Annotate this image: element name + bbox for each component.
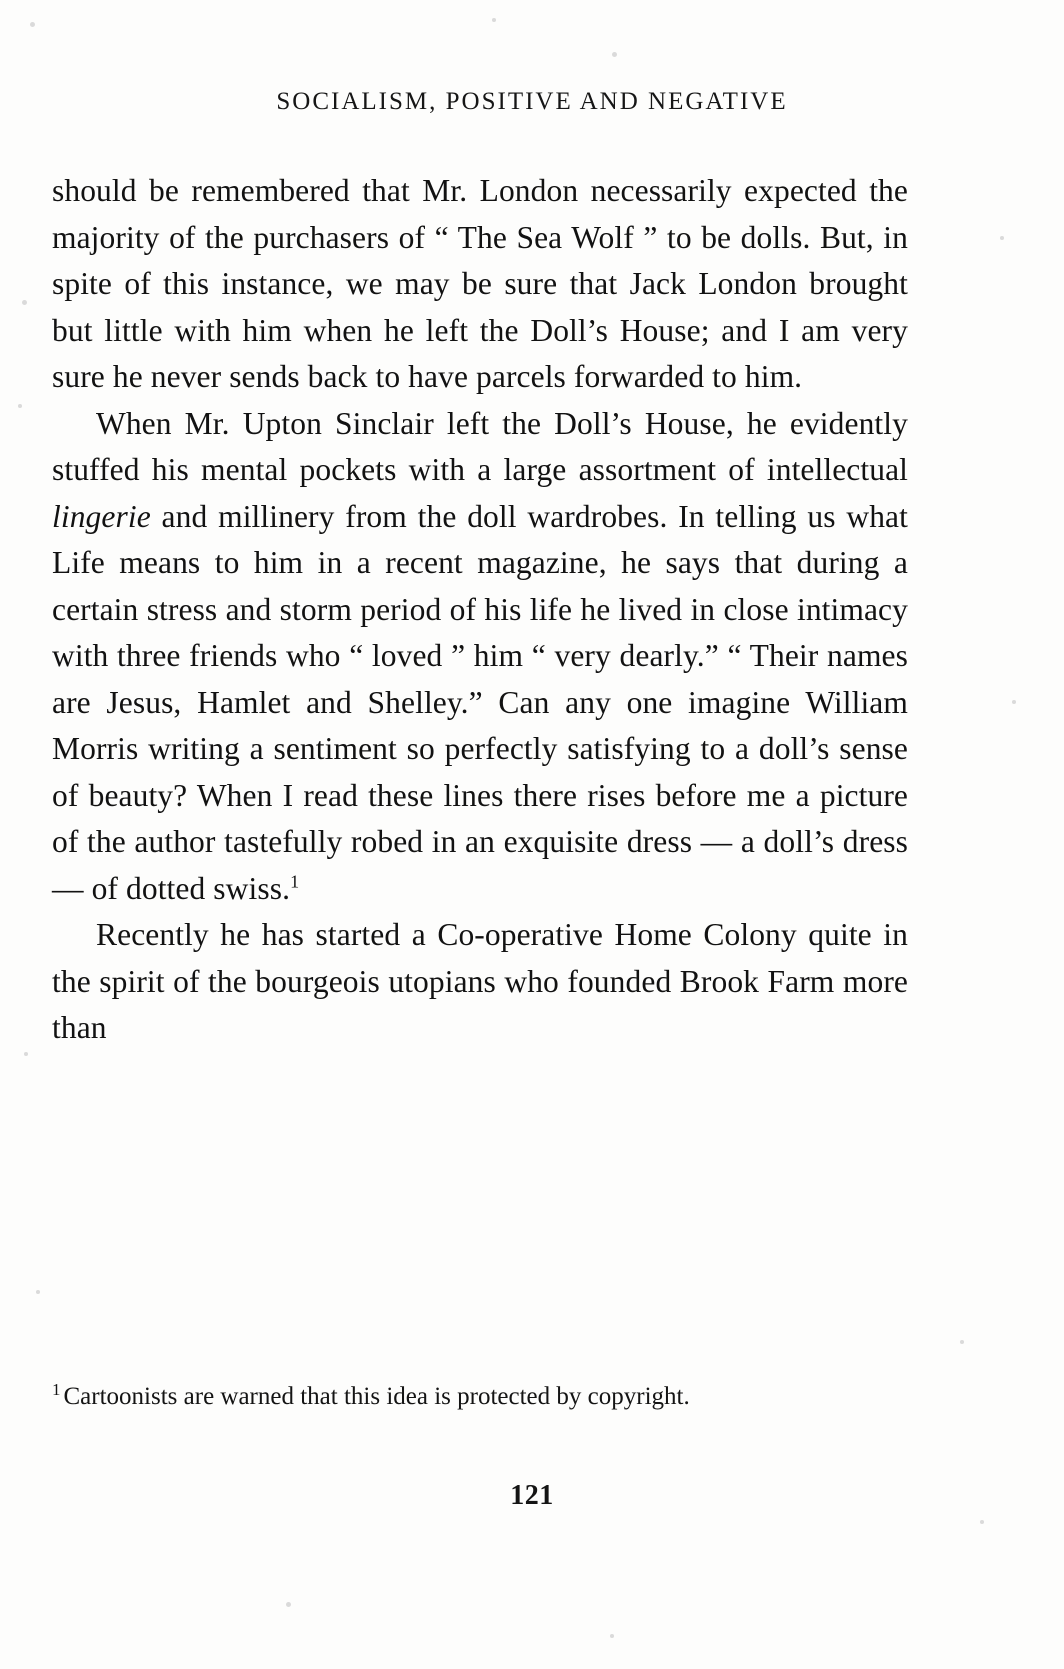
running-head: SOCIALISM, POSITIVE AND NEGATIVE (276, 88, 788, 115)
page-number: 121 (510, 1480, 554, 1511)
paragraph-3: Recently he has started a Co-operative Home Colony quite in the spirit of the bourgeois utopians who founded Brook Farm more than (52, 917, 908, 1045)
paragraph-1: should be remembered that Mr. London necessarily expected the majority of the purchasers of “ The Sea Wolf ” to be dolls. But, in spite of this instance, we may be sure that Jack London brought but little with him when he left the Doll’s House; and I am very sure he never sends back to have parcels forwarded to him. (52, 173, 908, 394)
paragraph-2-rest: and millinery from the doll wardrobes. In telling us what Life means to him in a recent magazine, he says that during a certain stress and storm period of his life he lived in close intimacy with three friends who “ loved ” him “ very dearly.” “ Their names are Jesus, Hamlet and Shelley.” Can any one imagine William Morris writing a sentiment so perfectly satisfying to a doll’s sense of beauty? When I read these lines there rises before me a picture of the author tastefully robed in an exquisite dress — a doll’s dress — of dotted swiss. (52, 498, 908, 906)
footnote-mark: 1 (52, 1379, 61, 1399)
paragraph-2 (52, 401, 908, 913)
body-text (52, 168, 908, 1052)
footnote-reference: 1 (290, 871, 300, 891)
footnote-text: Cartoonists are warned that this idea is protected by copyright. (63, 1383, 690, 1410)
footnote (52, 1378, 908, 1415)
paragraph-2-lead: When Mr. Upton Sinclair left the Doll’s House, he evidently stuffed his mental pockets with a large assortment of intellectual (52, 405, 908, 487)
paragraph-2-italic-word: lingerie (52, 498, 151, 534)
